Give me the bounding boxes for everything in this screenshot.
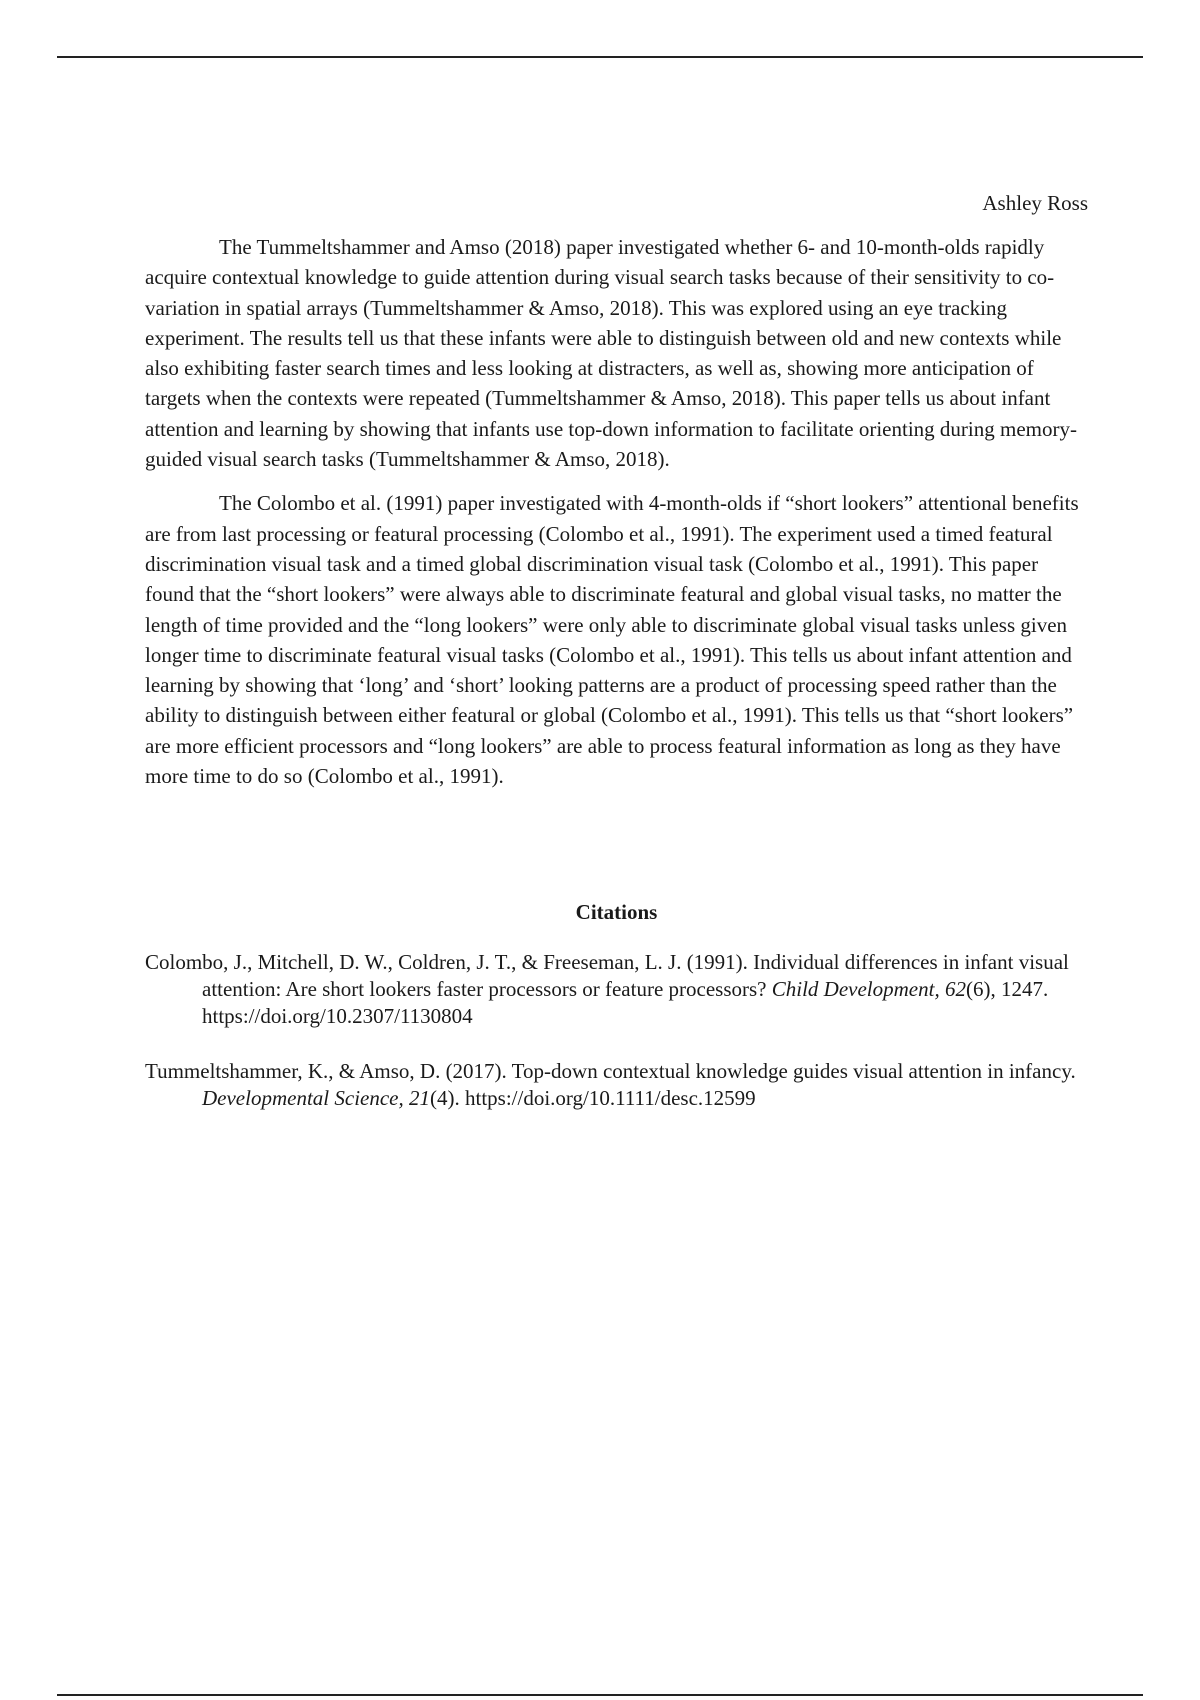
citation-journal: Developmental Science, 21 bbox=[202, 1086, 430, 1111]
citations-heading: Citations bbox=[575, 900, 658, 925]
author-name: Ashley Ross bbox=[982, 191, 1088, 215]
bottom-rule bbox=[57, 1694, 1143, 1696]
document-page bbox=[145, 188, 1088, 1140]
body-paragraph-1: The Tummeltshammer and Amso (2018) paper investigated whether 6- and 10-month-olds rapidly acquire contextual knowledge to guide attention during visual search tasks because of their sensitivity to co-variation in spatial arrays (Tummeltshammer & Amso, 2018). This was explored using an eye tracking experiment. The results tell us that these infants were able to distinguish between old and new contexts while also exhibiting faster search times and less looking at distracters, as well as, showing more anticipation of targets when the contexts were repeated (Tummeltshammer & Amso, 2018). This paper tells us about infant attention and learning by showing that infants use top-down information to facilitate orienting during memory-guided visual search tasks (Tummeltshammer & Amso, 2018). bbox=[145, 235, 1077, 472]
citation-text: Colombo, J., Mitchell, D. W., Coldren, J. T., & Freeseman, L. J. (1991). Individual differences in infant visual attention: Are short lookers faster processors or feature processors? bbox=[145, 950, 1069, 1002]
citation-entry-2 bbox=[145, 1058, 1088, 1112]
citation-entry-1 bbox=[145, 949, 1088, 1030]
body-paragraph-2: The Colombo et al. (1991) paper investigated with 4-month-olds if “short lookers” attentional benefits are from last processing or featural processing (Colombo et al., 1991). The experiment used a timed featural discrimination visual task and a timed global discrimination visual task (Colombo et al., 1991). This paper found that the “short lookers” were always able to discriminate featural and global visual tasks, no matter the length of time provided and the “long lookers” were only able to discriminate global visual tasks unless given longer time to discriminate featural visual tasks (Colombo et al., 1991). This tells us about infant attention and learning by showing that ‘long’ and ‘short’ looking patterns are a product of processing speed rather than the ability to distinguish between either featural or global (Colombo et al., 1991). This tells us that “short lookers” are more efficient processors and “long lookers” are able to process featural information as long as they have more time to do so (Colombo et al., 1991). bbox=[145, 491, 1079, 789]
top-rule bbox=[57, 56, 1143, 58]
citation-journal: Child Development, 62 bbox=[771, 977, 966, 1002]
citation-details: (4). https://doi.org/10.1111/desc.12599 bbox=[430, 1086, 756, 1111]
section-spacer bbox=[145, 805, 1088, 897]
citation-text: Tummeltshammer, K., & Amso, D. (2017). Top-down contextual knowledge guides visual attention in infancy. bbox=[145, 1059, 1076, 1084]
citation-details: (6), 1247. https://doi.org/10.2307/1130804 bbox=[202, 977, 1049, 1029]
